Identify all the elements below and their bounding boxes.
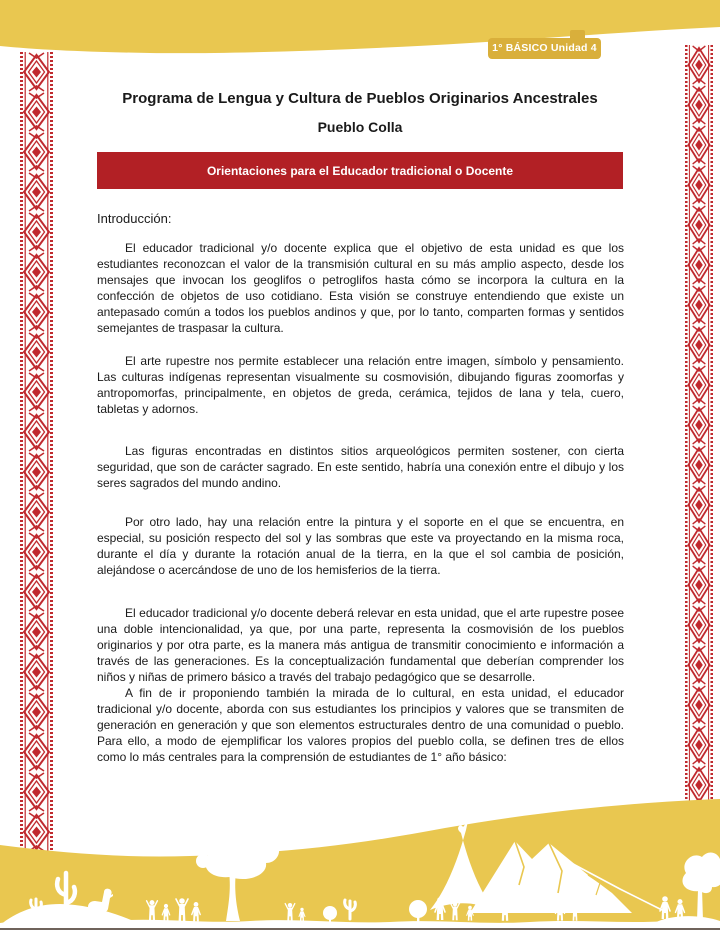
orientation-banner (97, 152, 623, 189)
bottom-landscape-art (0, 797, 720, 932)
intro-heading: Introducción: (97, 211, 172, 226)
andean-pattern-border-right (685, 45, 713, 820)
body-copy (97, 240, 624, 765)
paragraph-1: El educador tradicional y/o docente explica que el objetivo de esta unidad es que los estudiantes reconozcan el valor de la transmisión cultural en su más amplio aspecto, desde los mensajes que invocan los geoglifos o petroglifos hasta cómo se incorpora la cultura en la confección de objetos de uso cotidiano. Esta visión se construye entendiendo que existe un antepasado común a todos los pueblos andinos y que, por lo tanto, comparten formas y sentidos semejantes de traspasar la cultura. (97, 241, 624, 335)
orientation-banner-label: Orientaciones para el Educador tradicional o Docente (206, 163, 514, 178)
paragraph-4: Por otro lado, hay una relación entre la pintura y el soporte en el que se encuentra, en especial, su posición respecto del sol y las sombras que este va proyectando en la misma roca, durante el día y durante la rotación anual de la tierra, en la que el sol cambia de posición, alejándose o acercándose de uno de los hemisferios de la tierra. (97, 515, 624, 577)
paragraph-6: A fin de ir proponiendo también la mirada de lo cultural, en esta unidad, el educador tradicional y/o docente, aborda con sus estudiantes los principios y valores que se transmiten de generación en generación y que son elementos estructurales dentro de una comunidad o pueblo. Para ello, a modo de ejemplificar los valores propios del pueblo colla, se definen tres de ellos como lo más centrales para la comprensión de estudiantes de 1° año básico: (97, 686, 624, 764)
bird-silhouette (300, 816, 354, 837)
paragraph-3: Las figuras encontradas en distintos sitios arqueológicos permiten sostener, con cierta seguridad, que son de carácter sagrado. En este sentido, habría una conexión entre el dibujo y los seres sagrados del mundo andino. (97, 444, 624, 490)
page-title: Programa de Lengua y Cultura de Pueblos Originarios Ancestrales (122, 90, 598, 107)
paragraph-5: El educador tradicional y/o docente deberá relevar en esta unidad, que el arte rupestre posee una doble intencionalidad, ya que, por una parte, representa la cosmovisión de los pueblos originarios y por otra parte, es la manera más antigua de transmitir conocimiento e información a través de las generaciones. Es la conceptualización fundamental que deberían comprender los niños y niñas de primero básico a través del trabajo pedagógico que se desarrolle. (97, 606, 624, 684)
andean-pattern-border-left (20, 52, 53, 858)
paragraph-2: El arte rupestre nos permite establecer una relación entre imagen, símbolo y pensamiento. Las culturas indígenas representan visualmente su cosmovisión, dibujando figuras zoomorfas y antropomorfas, principalmente, en objetos de greda, cerámica, tejidos de lana y tela, cuero, tabletas y adornos. (97, 354, 624, 416)
page-subtitle: Pueblo Colla (317, 119, 403, 135)
unit-badge: 1° BÁSICO Unidad 4 (488, 38, 601, 59)
top-wave-band (0, 0, 720, 66)
